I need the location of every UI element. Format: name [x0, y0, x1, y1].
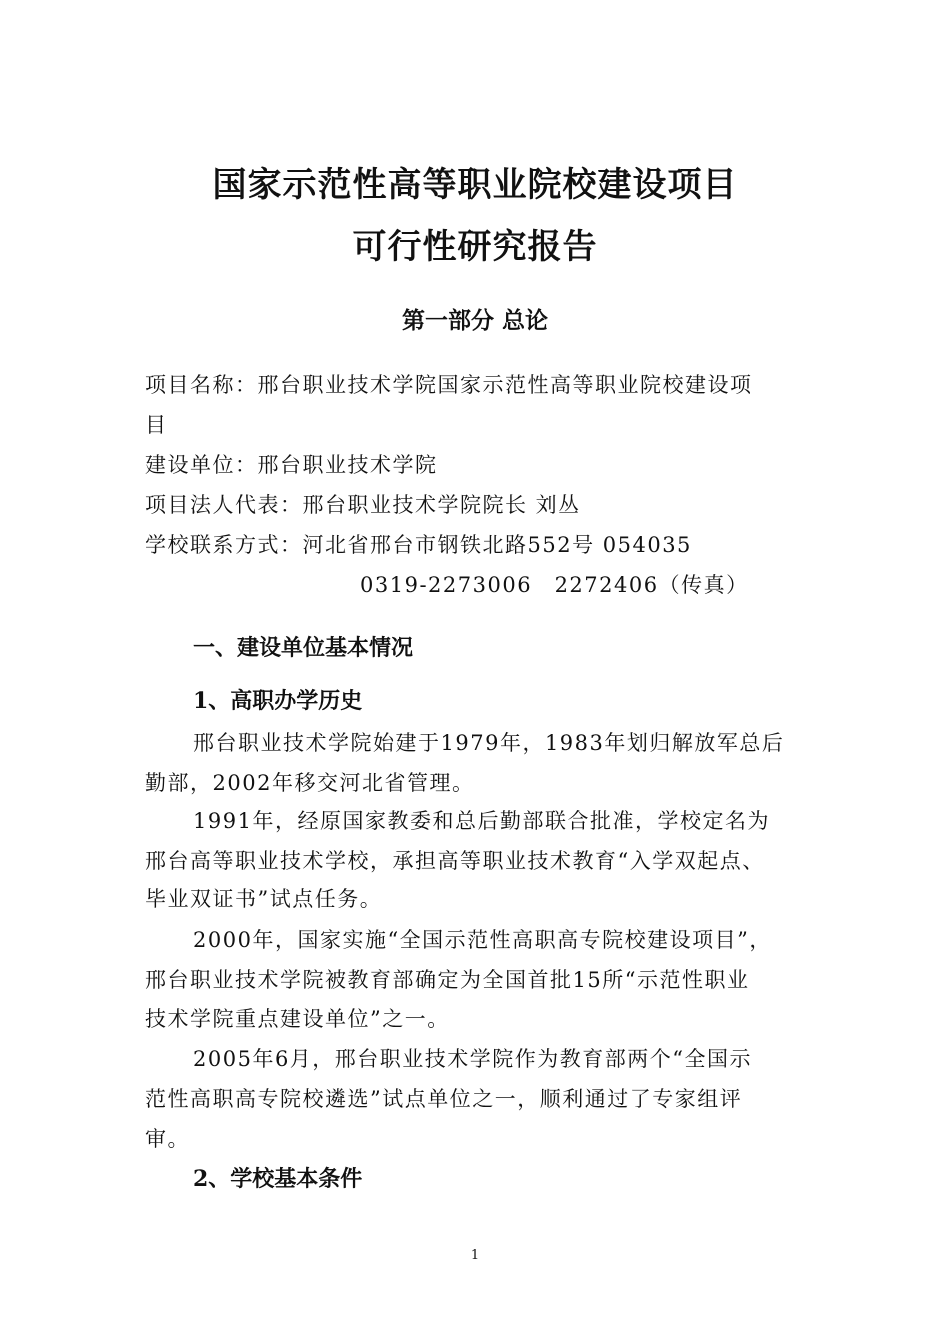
subsection-heading-2: 2、学校基本条件 [193, 1166, 363, 1192]
paragraph-4-line-2: 范性高职高专院校遴选”试点单位之一，顺利通过了专家组评 [145, 1087, 743, 1111]
part-heading: 第一部分 总论 [401, 307, 548, 334]
project-name-line-2: 目 [145, 413, 168, 437]
paragraph-4-line-1: 2005年6月，邢台职业技术学院作为教育部两个“全国示 [193, 1047, 753, 1071]
paragraph-4-line-3: 审。 [145, 1127, 190, 1151]
page-number: 1 [470, 1248, 480, 1263]
paragraph-2-line-2: 邢台高等职业技术学校，承担高等职业技术教育“入学双起点、 [145, 849, 765, 873]
paragraph-1-line-1: 邢台职业技术学院始建于1979年，1983年划归解放军总后 [193, 731, 785, 755]
project-name-line-1: 项目名称：邢台职业技术学院国家示范性高等职业院校建设项 [145, 373, 753, 397]
paragraph-3-line-3: 技术学院重点建设单位”之一。 [145, 1007, 450, 1031]
paragraph-3-line-1: 2000年，国家实施“全国示范性高职高专院校建设项目”， [193, 928, 772, 952]
contact-line-2: 0319-2273006 2272406（传真） [360, 573, 749, 597]
paragraph-3-line-2: 邢台职业技术学院被教育部确定为全国首批15所“示范性职业 [145, 968, 750, 992]
paragraph-1-line-2: 勤部，2002年移交河北省管理。 [145, 771, 475, 795]
legal-rep-line: 项目法人代表：邢台职业技术学院院长 刘丛 [145, 493, 581, 517]
report-title-line-1: 国家示范性高等职业院校建设项目 [212, 165, 738, 205]
paragraph-2-line-1: 1991年，经原国家教委和总后勤部联合批准，学校定名为 [193, 809, 770, 833]
section-heading: 一、建设单位基本情况 [193, 635, 414, 661]
report-title-line-2: 可行性研究报告 [352, 227, 598, 267]
contact-line-1: 学校联系方式：河北省邢台市钢铁北路552号 054035 [145, 533, 692, 557]
paragraph-2-line-3: 毕业双证书”试点任务。 [145, 887, 383, 911]
builder-line: 建设单位：邢台职业技术学院 [145, 453, 438, 477]
subsection-heading-1: 1、高职办学历史 [193, 688, 363, 714]
